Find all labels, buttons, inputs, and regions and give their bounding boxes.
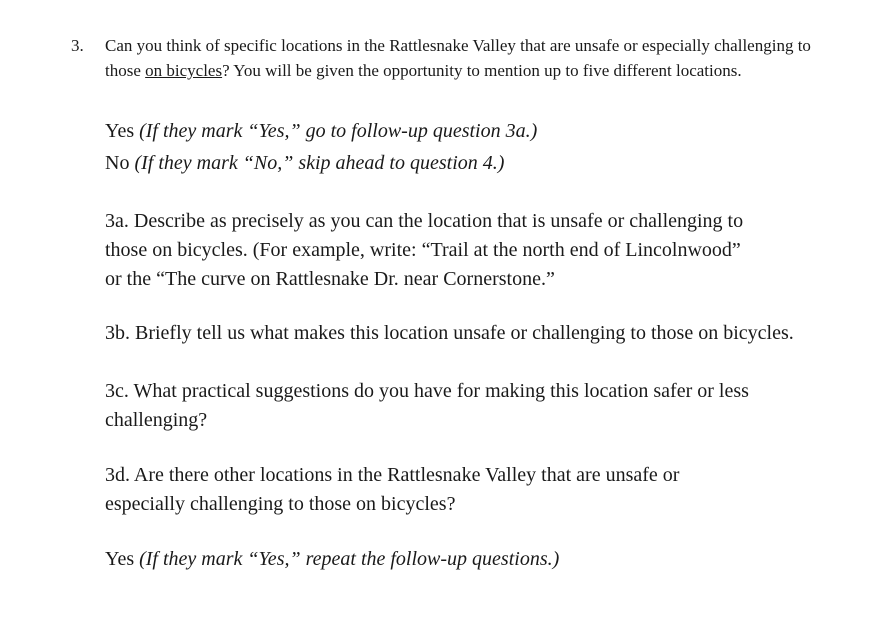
question-3a-line-1: 3a. Describe as precisely as you can the location that is unsafe or challenging to (105, 210, 744, 232)
question-3a (105, 207, 865, 294)
question-3b-text: 3b. Briefly tell us what makes this location unsafe or challenging to those on bicycles. (105, 322, 794, 344)
option-yes (105, 118, 537, 144)
option-yes-label: Yes (105, 120, 135, 142)
question-3c (105, 377, 865, 435)
option-no-label: No (105, 152, 130, 174)
question-3c-line-2: challenging? (105, 409, 208, 431)
option-no-note: (If they mark “No,” skip ahead to question 4.) (134, 152, 505, 174)
option-yes-repeat-label: Yes (105, 548, 135, 570)
question-3-text-before: Can you think of specific locations in the Rattlesnake Valley that are unsafe or especially challenging to those (105, 36, 811, 80)
question-3-underlined-term: on bicycles (145, 61, 223, 80)
option-yes-repeat-note: (If they mark “Yes,” repeat the follow-up questions.) (139, 548, 560, 570)
question-3a-line-3: or the “The curve on Rattlesnake Dr. near Cornerstone.” (105, 268, 555, 290)
option-yes-note: (If they mark “Yes,” go to follow-up question 3a.) (139, 120, 538, 142)
question-3d-line-2: especially challenging to those on bicycles? (105, 493, 456, 515)
question-3d-line-1: 3d. Are there other locations in the Rattlesnake Valley that are unsafe or (105, 464, 680, 486)
question-3d (105, 461, 865, 519)
option-no (105, 150, 504, 176)
question-3b (105, 319, 875, 348)
question-3c-line-1: 3c. What practical suggestions do you have for making this location safer or less (105, 380, 749, 402)
question-3-text (105, 33, 835, 83)
question-3a-line-2: those on bicycles. (For example, write: “Trail at the north end of Lincolnwood” (105, 239, 741, 261)
question-number: 3. (71, 36, 84, 55)
option-yes-repeat (105, 546, 559, 572)
question-3-text-after: ? You will be given the opportunity to mention up to five different locations. (222, 61, 742, 80)
